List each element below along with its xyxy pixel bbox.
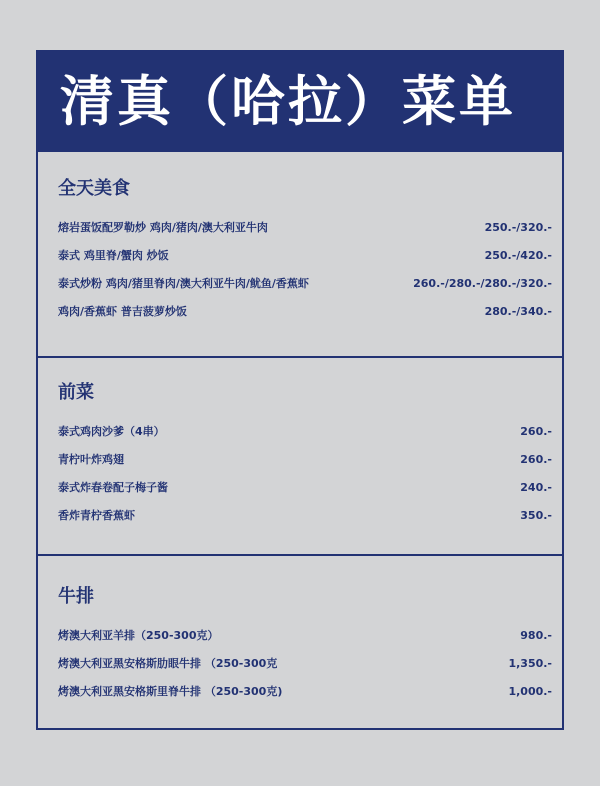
item-price: 240.-: [520, 481, 552, 494]
item-name: 青柠叶炸鸡翅: [58, 453, 124, 466]
menu-item: [58, 474, 552, 502]
item-price: 250.-/420.-: [484, 249, 552, 262]
menu-item: [58, 622, 552, 650]
item-name: 泰式炸春卷配子梅子酱: [58, 481, 168, 494]
item-name: 熔岩蛋饭配罗勒炒 鸡肉/猪肉/澳大利亚牛肉: [58, 221, 268, 234]
section-steak: [38, 556, 562, 730]
menu-item: [58, 298, 552, 326]
item-name: 烤澳大利亚羊排（250-300克）: [58, 629, 219, 642]
menu-item: [58, 242, 552, 270]
item-name: 鸡肉/香蕉虾 普吉菠萝炒饭: [58, 305, 187, 318]
item-name: 香炸青柠香蕉虾: [58, 509, 135, 522]
menu-title: 清真（哈拉）菜单: [60, 70, 516, 133]
section-all-day: [38, 152, 562, 358]
section-appetizers: [38, 358, 562, 556]
item-price: 980.-: [520, 629, 552, 642]
item-price: 350.-: [520, 509, 552, 522]
item-price: 1,350.-: [508, 657, 552, 670]
item-name: 泰式炒粉 鸡肉/猪里脊肉/澳大利亚牛肉/鱿鱼/香蕉虾: [58, 277, 309, 290]
menu-item: [58, 446, 552, 474]
menu-item: [58, 650, 552, 678]
menu-item: [58, 678, 552, 706]
section-title: 全天美食: [58, 178, 130, 199]
item-price: 260.-: [520, 453, 552, 466]
item-price: 260.-/280.-/280.-/320.-: [413, 277, 552, 290]
menu-header-banner: [38, 52, 562, 152]
menu-item: [58, 502, 552, 530]
menu-item: [58, 214, 552, 242]
item-name: 泰式鸡肉沙爹（4串）: [58, 425, 165, 438]
section-title: 牛排: [58, 586, 94, 607]
item-price: 260.-: [520, 425, 552, 438]
menu-item: [58, 418, 552, 446]
item-price: 280.-/340.-: [484, 305, 552, 318]
section-title: 前菜: [58, 382, 94, 403]
menu-card: [36, 50, 564, 730]
item-name: 烤澳大利亚黑安格斯肋眼牛排 （250-300克: [58, 657, 278, 670]
item-price: 1,000.-: [508, 685, 552, 698]
item-name: 泰式 鸡里脊/蟹肉 炒饭: [58, 249, 169, 262]
menu-item: [58, 270, 552, 298]
item-price: 250.-/320.-: [484, 221, 552, 234]
item-name: 烤澳大利亚黑安格斯里脊牛排 （250-300克): [58, 685, 283, 698]
